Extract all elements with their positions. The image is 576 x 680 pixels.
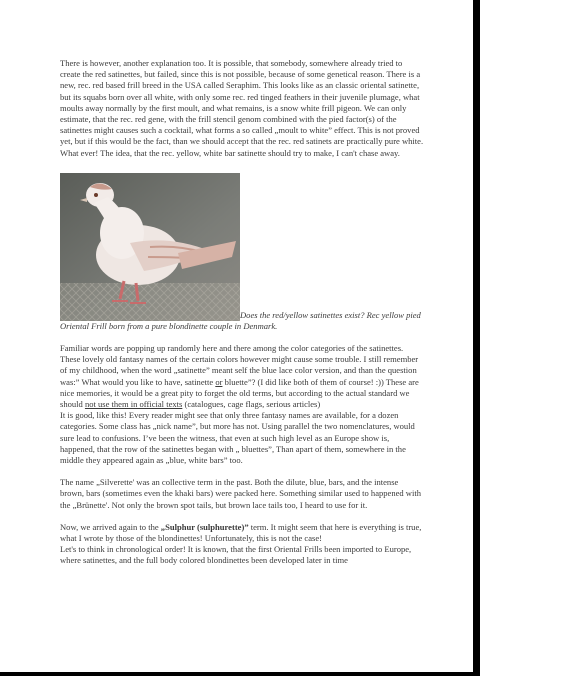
paragraph-seraphim: There is however, another explanation too. It is possible, that somebody, somewhere already tried to create the red satinettes, but failed, since this is not possible, because of some genetical reason. There is a new, rec. red based frill breed in the USA called Seraphim. This looks like as an classic oriental satinette, but its squabs born over all white, with only some rec. red tinged feathers in their juvenile plumage, what moults away normally by the first moult, and what remains, is a snow white frill pigeon. We can only estimate, that the rec. red gene, with the frill stencil genom combined with the pied factor(s) of the satinettes might causes such a cocktail, what forms a so called „moult to white” effect. This is not proved yet, but if this would be the fact, than we should accept that the rec. red satinets are practically pure white. What ever! The idea, that the rec. yellow, white bar satinette should try to make, I can't chase away. xyxy=(60,58,424,158)
paragraph-text: (catalogues, cage flags, serious articles) xyxy=(182,399,321,410)
pigeon-photo-image xyxy=(60,173,240,321)
paragraph-silverette: The name „Silverette' was an collective term in the past. Both the dilute, blue, bars, and the intense brown, bars (sometimes even the khaki bars) were packed here. Something similar used to happened with the „Brünette'. Not only the brown spot tails, but brown lace tails too, I heard to use for it. xyxy=(60,477,422,510)
pigeon-photo xyxy=(60,173,240,321)
sulphur-term: „Sulphur (sulphurette)” xyxy=(160,521,249,532)
paragraph-text: bluette”? (I did like both of them of course! :)) These are nice memories, it would be a great pity to forget the old terms, but according to the actual standard we should xyxy=(60,376,419,410)
paragraph-text: Familiar words are popping up randomly here and there among the color categories of the satinettes. These lovely old fantasy names of the certain colors however might cause some trouble. I still remember of my childhood, when the word „satinette” meant self the blue lace color version, and than the question was:” What would you like to have, satinette xyxy=(60,343,419,387)
underlined-or: or xyxy=(215,376,223,387)
figure-caption: Does the red/yellow satinettes exist? Rec yellow pied Oriental Frill born from a pure blondinette couple in Denmark. xyxy=(60,309,421,331)
article-body xyxy=(60,58,424,567)
paragraph-chronological: Let's to think in chronological order! It is known, that the first Oriental Frills been imported to Europe, where satinettes, and the full body colored blondinettes been developed later in time xyxy=(60,544,412,566)
paragraph-text: term. It might seem that here is everything is true, what I wrote by those of the blondinettes! Unfortunately, this is not the case! xyxy=(60,521,422,544)
underlined-not-use: not use them in official texts xyxy=(84,399,183,410)
paragraph-text: Now, we arrived again to the xyxy=(60,521,161,532)
figure xyxy=(60,173,424,332)
paragraph-sulphur xyxy=(60,522,424,544)
paragraph-good-like-this: It is good, like this! Every reader might see that only three fantasy names are available, for a dozen categories. Some class has „nick name”, but more has not. Using parallel the two nomenclatures, would sure lead to confusions. I’ve been the witness, that even at such high level as an Europe show is, happened, that the row of the satinettes began with „ bluettes”, Than apart of them, somewhere in the middle they appeared again as „blue, white bars” too. xyxy=(60,410,415,466)
paragraph-familiar-words xyxy=(60,343,424,410)
